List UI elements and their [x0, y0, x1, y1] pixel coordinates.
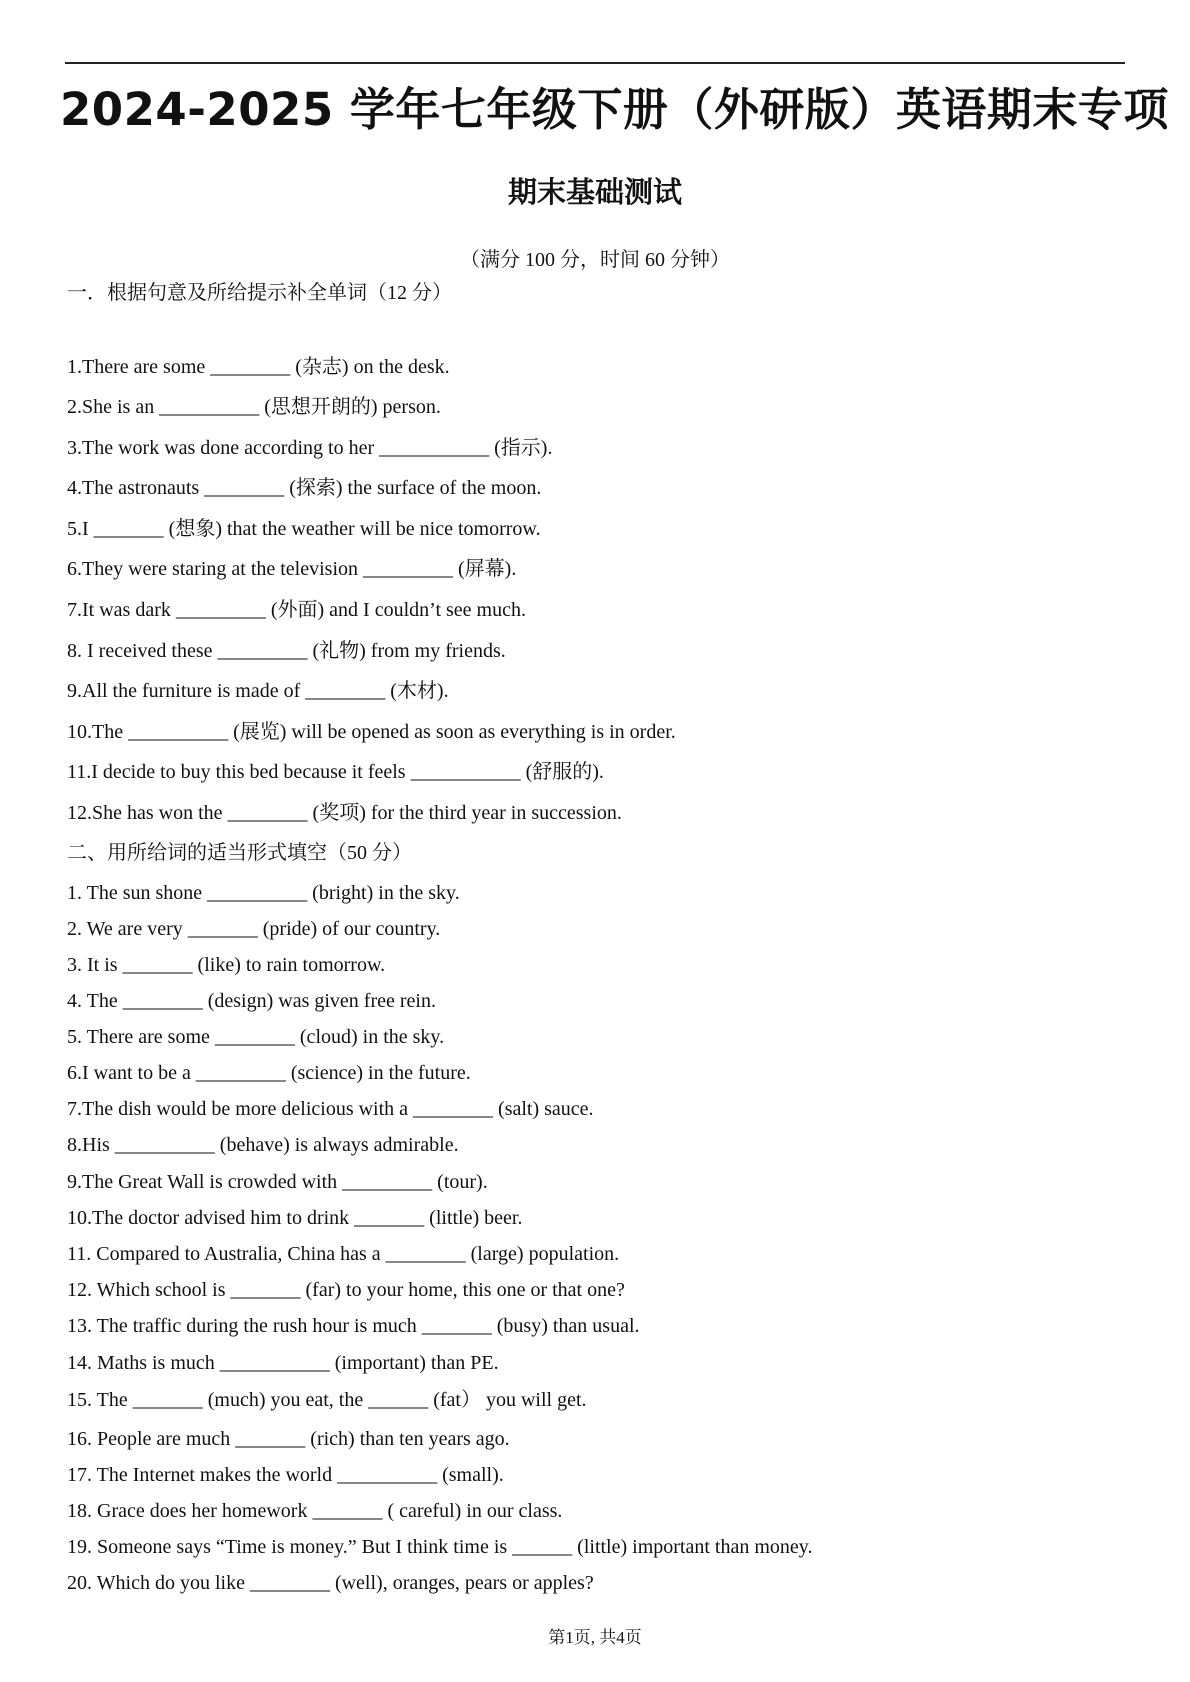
section-1-question-6: 6.They were staring at the television _________ (屏幕). — [67, 558, 517, 580]
section-2-question-3: 3. It is _______ (like) to rain tomorrow. — [67, 954, 386, 976]
top-rule — [65, 62, 1125, 64]
section-2-question-16: 16. People are much _______ (rich) than ten years ago. — [67, 1428, 510, 1450]
section-1-question-9: 9.All the furniture is made of ________ (木材). — [67, 680, 449, 702]
page-number: 第1页, 共4页 — [548, 1628, 642, 1647]
section-2-question-18: 18. Grace does her homework _______ ( careful) in our class. — [67, 1500, 563, 1522]
section-2-question-14: 14. Maths is much ___________ (important) than PE. — [67, 1352, 499, 1374]
section-2-question-4: 4. The ________ (design) was given free rein. — [67, 990, 436, 1012]
section-2-heading: 二、用所给词的适当形式填空（50 分） — [67, 842, 412, 864]
section-2-question-2: 2. We are very _______ (pride) of our country. — [67, 918, 441, 940]
section-1-question-2: 2.She is an __________ (思想开朗的) person. — [67, 396, 441, 418]
section-1-question-5: 5.I _______ (想象) that the weather will be nice tomorrow. — [67, 518, 541, 540]
section-1-heading: 一．根据句意及所给提示补全单词（12 分） — [67, 282, 452, 304]
page-subtitle: 期末基础测试 — [507, 175, 682, 209]
section-2-question-11: 11. Compared to Australia, China has a ________ (large) population. — [67, 1243, 620, 1265]
section-1-question-8: 8. I received these _________ (礼物) from my friends. — [67, 640, 506, 662]
section-1-question-4: 4.The astronauts ________ (探索) the surface of the moon. — [67, 477, 542, 499]
section-1-question-11: 11.I decide to buy this bed because it feels ___________ (舒服的). — [67, 761, 604, 783]
section-2-question-6: 6.I want to be a _________ (science) in the future. — [67, 1062, 471, 1084]
section-1-question-10: 10.The __________ (展览) will be opened as soon as everything is in order. — [67, 721, 676, 743]
section-2-question-12: 12. Which school is _______ (far) to your home, this one or that one? — [67, 1279, 625, 1301]
section-2-question-17: 17. The Internet makes the world __________ (small). — [67, 1464, 504, 1486]
section-2-question-5: 5. There are some ________ (cloud) in the sky. — [67, 1026, 445, 1048]
section-2-question-1: 1. The sun shone __________ (bright) in the sky. — [67, 882, 460, 904]
page-title: 2024-2025 学年七年级下册（外研版）英语期末专项 — [60, 83, 1169, 136]
section-1-question-1: 1.There are some ________ (杂志) on the desk. — [67, 356, 450, 378]
section-1-question-12: 12.She has won the ________ (奖项) for the third year in succession. — [67, 802, 622, 824]
section-2-question-15: 15. The _______ (much) you eat, the ______ (fat） you will get. — [67, 1389, 587, 1411]
section-1-question-7: 7.It was dark _________ (外面) and I couldn’t see much. — [67, 599, 526, 621]
section-1-question-3: 3.The work was done according to her ___________ (指示). — [67, 437, 553, 459]
section-2-question-19: 19. Someone says “Time is money.” But I think time is ______ (little) important than money. — [67, 1536, 813, 1558]
section-2-question-10: 10.The doctor advised him to drink _______ (little) beer. — [67, 1207, 523, 1229]
section-2-question-9: 9.The Great Wall is crowded with _________ (tour). — [67, 1171, 488, 1193]
section-2-question-8: 8.His __________ (behave) is always admirable. — [67, 1134, 459, 1156]
section-2-question-7: 7.The dish would be more delicious with a ________ (salt) sauce. — [67, 1098, 594, 1120]
score-note: （满分 100 分，时间 60 分钟） — [460, 249, 730, 271]
section-2-question-13: 13. The traffic during the rush hour is much _______ (busy) than usual. — [67, 1315, 640, 1337]
section-2-question-20: 20. Which do you like ________ (well), oranges, pears or apples? — [67, 1572, 594, 1594]
